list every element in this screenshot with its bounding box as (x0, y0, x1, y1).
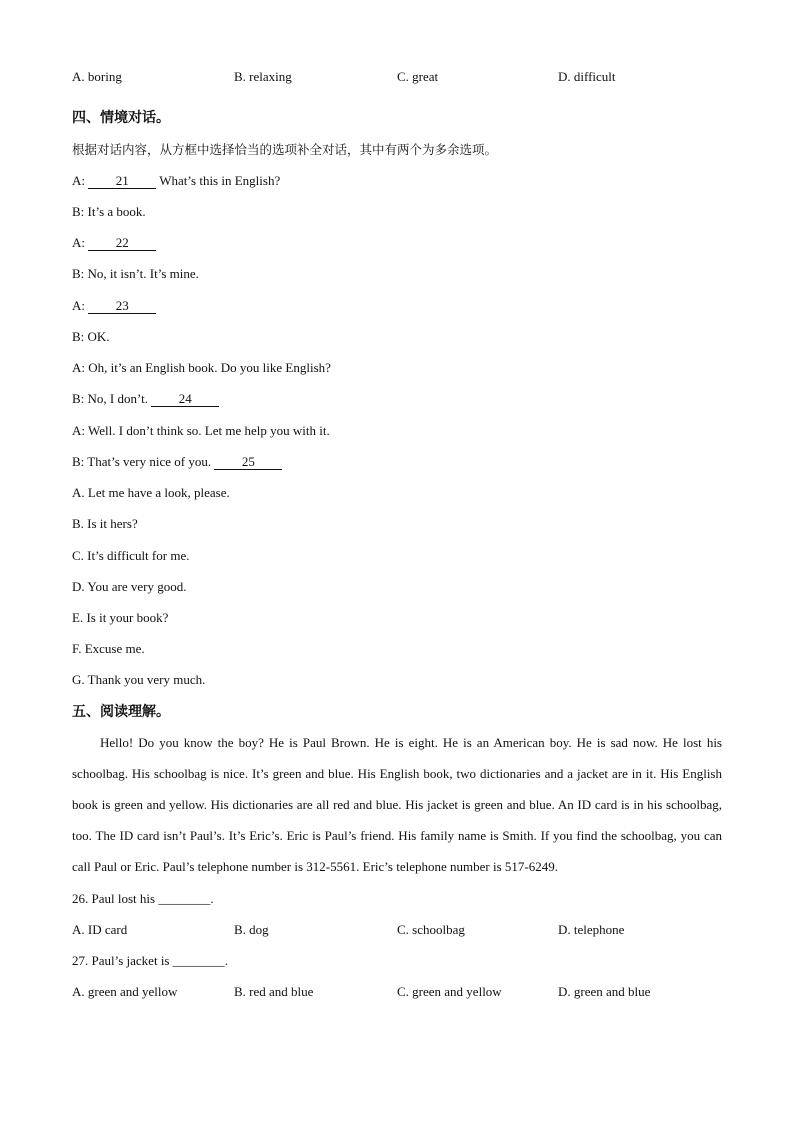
q26-option-d[interactable]: D. telephone (558, 922, 625, 937)
blank-25[interactable]: 25 (214, 455, 282, 470)
dialogue-line-3: A: 22 (72, 235, 156, 251)
section4-instruction: 根据对话内容，从方框中选择恰当的选项补全对话，其中有两个为多余选项。 (72, 142, 498, 157)
blank-22[interactable]: 22 (88, 236, 156, 251)
choice-b: B. Is it hers? (72, 516, 138, 531)
dialogue-line-6: B: OK. (72, 329, 110, 344)
choice-a: A. Let me have a look, please. (72, 485, 230, 500)
choice-c: C. It’s difficult for me. (72, 548, 190, 563)
q20-option-d: D. difficult (558, 69, 616, 84)
blank-24[interactable]: 24 (151, 392, 219, 407)
dialogue-line-2: B: It’s a book. (72, 204, 146, 219)
choice-d: D. You are very good. (72, 579, 187, 594)
choice-f: F. Excuse me. (72, 641, 145, 656)
q26-option-a[interactable]: A. ID card (72, 922, 128, 937)
blank-23[interactable]: 23 (88, 299, 156, 314)
q27-option-d[interactable]: D. green and blue (558, 984, 651, 999)
section5-title: 五、阅读理解。 (72, 704, 170, 720)
passage-text: Hello! Do you know the boy? He is Paul Brown. He is eight. He is an American boy. He is sad now. He lost his schoolbag. His schoolbag is nice. It’s green and blue. His English book, two dictionaries and a jacket are in it. His English book is green and yellow. His dictionaries are all red and blue. His jacket is green and blue. An ID card is in his schoolbag, too. The ID card isn’t Paul’s. It’s Eric’s. Eric is Paul’s friend. His family name is Smith. If you find the schoolbag, you can call Paul or Eric. Paul’s telephone number is 312-5561. Eric’s telephone number is 517-6249. (72, 735, 722, 874)
dialogue-line-9: A: Well. I don’t think so. Let me help you with it. (72, 423, 330, 438)
dialogue-line-1: A: 21 What’s this in English? (72, 173, 281, 188)
q20-option-a: A. boring (72, 69, 122, 84)
question-26-stem: 26. Paul lost his ________. (72, 891, 214, 906)
dialogue-line-4: B: No, it isn’t. It’s mine. (72, 266, 199, 281)
choice-g: G. Thank you very much. (72, 672, 206, 687)
dialogue-line-10: B: That’s very nice of you. 25 (72, 454, 282, 470)
dialogue-line-7: A: Oh, it’s an English book. Do you like English? (72, 360, 331, 375)
dialogue-line-5: A: 23 (72, 298, 156, 314)
choice-e: E. Is it your book? (72, 610, 169, 625)
question-27-stem: 27. Paul’s jacket is ________. (72, 953, 228, 968)
q20-option-b: B. relaxing (234, 69, 292, 84)
reading-passage (72, 727, 722, 882)
blank-21[interactable]: 21 (88, 174, 156, 189)
q26-option-c[interactable]: C. schoolbag (397, 922, 465, 937)
q27-option-b[interactable]: B. red and blue (234, 984, 314, 999)
q27-option-a[interactable]: A. green and yellow (72, 984, 178, 999)
dialogue-line-8: B: No, I don’t. 24 (72, 391, 219, 407)
section4-title: 四、情境对话。 (72, 110, 170, 126)
q20-option-c: C. great (397, 69, 439, 84)
q26-option-b[interactable]: B. dog (234, 922, 269, 937)
q27-option-c[interactable]: C. green and yellow (397, 984, 502, 999)
